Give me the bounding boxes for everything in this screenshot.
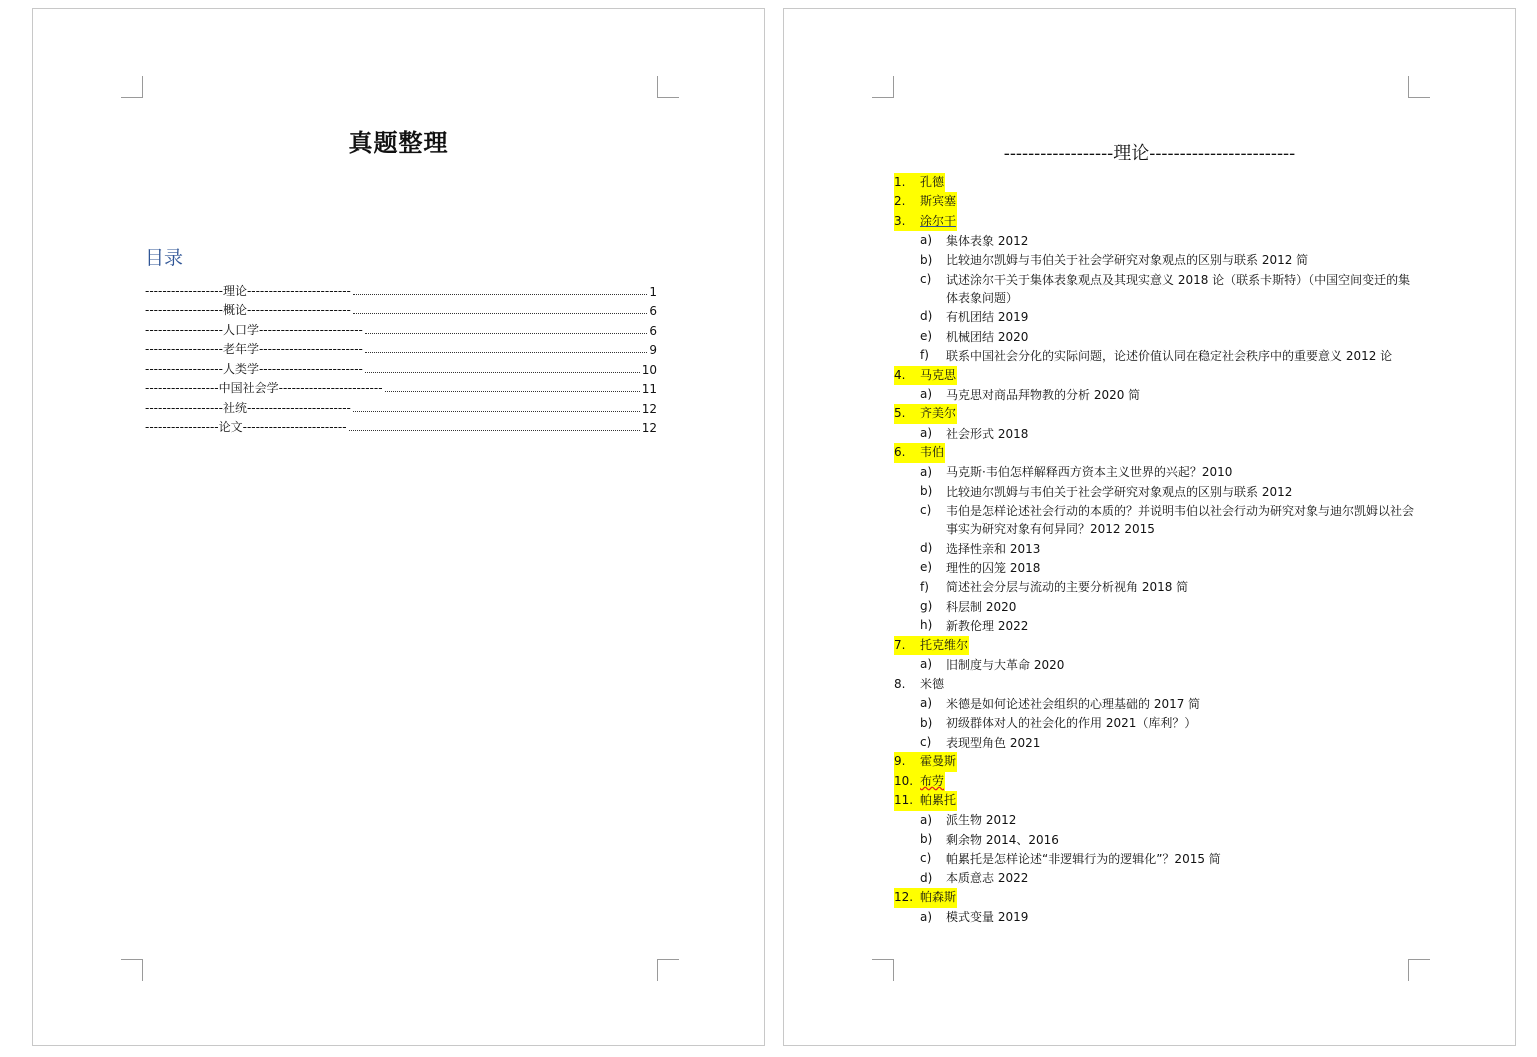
sub-item [920, 578, 1414, 597]
sub-item-letter: a) [920, 657, 933, 672]
theorist-list [894, 173, 1414, 927]
theorist-heading [894, 772, 945, 791]
theorist-name: 米德 [920, 676, 945, 691]
list-item [894, 888, 1414, 927]
sub-item-letter: a) [920, 425, 933, 440]
list-item [894, 404, 1414, 443]
toc-entry-page: 6 [649, 304, 657, 318]
list-item [894, 675, 1414, 753]
toc-entry-label: ------------------人类学------------------------ [145, 361, 363, 376]
sub-list [894, 463, 1414, 636]
sub-item-text: 马克思对商品拜物教的分析 2020 简 [946, 387, 1141, 402]
margin-corner-mark [121, 959, 143, 981]
sub-item [920, 463, 1414, 482]
theorist-heading [894, 366, 957, 385]
sub-item-letter: e) [920, 328, 933, 343]
list-number: 4. [894, 367, 906, 382]
sub-item-letter: f) [920, 579, 929, 594]
sub-item-text: 选择性亲和 2013 [946, 541, 1041, 556]
sub-item [920, 231, 1414, 250]
sub-item-letter: b) [920, 715, 933, 730]
sub-item-letter: d) [920, 870, 933, 885]
sub-item-letter: b) [920, 252, 933, 267]
sub-item [920, 539, 1414, 558]
margin-corner-mark [872, 76, 894, 98]
list-number: 10. [894, 773, 914, 788]
list-number: 5. [894, 406, 906, 421]
document-page-1 [32, 8, 765, 1046]
sub-item-letter: c) [920, 503, 932, 518]
sub-item [920, 307, 1414, 326]
theorist-name: 霍曼斯 [920, 754, 957, 769]
toc-dot-leader [385, 391, 640, 392]
sub-item [920, 616, 1414, 635]
margin-corner-mark [657, 959, 679, 981]
toc-entry[interactable] [145, 416, 657, 436]
toc-entry-page: 1 [649, 284, 657, 299]
margin-corner-mark [872, 959, 894, 981]
sub-item-text: 旧制度与大革命 2020 [946, 657, 1065, 672]
sub-list [894, 811, 1414, 889]
sub-item-text: 集体表象 2012 [946, 233, 1029, 248]
list-item [894, 212, 1414, 366]
sub-list [894, 655, 1414, 674]
list-number: 8. [894, 676, 906, 691]
sub-list [894, 424, 1414, 443]
toc-dot-leader [365, 333, 647, 334]
theorist-name: 帕森斯 [920, 890, 957, 905]
toc-entry-label: ------------------社统------------------------ [145, 400, 351, 415]
sub-item-text: 简述社会分层与流动的主要分析视角 2018 简 [946, 580, 1189, 595]
theorist-name: 马克思 [920, 367, 957, 382]
toc-entry-label: ------------------老年学------------------------ [145, 342, 363, 356]
theorist-heading [894, 443, 945, 462]
theorist-name: 韦伯 [920, 445, 945, 460]
toc-dot-leader [349, 430, 640, 431]
sub-list [894, 694, 1414, 752]
sub-item-text: 有机团结 2019 [946, 310, 1029, 325]
sub-item [920, 714, 1414, 733]
toc-entry[interactable] [145, 338, 657, 358]
sub-item [920, 597, 1414, 616]
list-number: 3. [894, 213, 906, 228]
toc-entry-label: -----------------中国社会学------------------------ [145, 381, 383, 395]
sub-item-letter: d) [920, 540, 933, 555]
theorist-name: 斯宾塞 [920, 194, 957, 209]
toc-entry-page: 9 [649, 343, 657, 357]
sub-item-text: 理性的囚笼 2018 [946, 560, 1041, 575]
toc-entry[interactable] [145, 279, 657, 299]
sub-item [920, 733, 1414, 752]
margin-corner-mark [1408, 959, 1430, 981]
theorist-heading [894, 212, 957, 231]
sub-item [920, 327, 1414, 346]
margin-corner-mark [657, 76, 679, 98]
toc-entry-label: -----------------论文------------------------ [145, 420, 347, 434]
sub-item [920, 501, 1414, 538]
list-item [894, 366, 1414, 405]
toc-dot-leader [365, 372, 640, 373]
toc-dot-leader [353, 294, 647, 295]
toc-entry[interactable] [145, 318, 657, 338]
theorist-heading [894, 675, 1414, 694]
sub-item-letter: c) [920, 851, 932, 866]
list-item [894, 772, 1414, 791]
sub-item-text: 社会形式 2018 [946, 426, 1029, 441]
sub-item-letter: c) [920, 734, 932, 749]
sub-item-text: 韦伯是怎样论述社会行动的本质的？并说明韦伯以社会行动为研究对象与迪尔凯姆以社会事实为研究对象有何异同？2012 2015 [946, 504, 1415, 537]
document-title: 真题整理 [348, 129, 449, 157]
sub-item [920, 558, 1414, 577]
sub-item-text: 机械团结 2020 [946, 329, 1029, 344]
list-item [894, 192, 1414, 211]
sub-item [920, 694, 1414, 713]
list-item [894, 443, 1414, 636]
list-number: 6. [894, 445, 906, 460]
theorist-name: 帕累托 [920, 793, 957, 808]
toc-dot-leader [365, 352, 647, 353]
sub-item [920, 424, 1414, 443]
sub-item [920, 811, 1414, 830]
theorist-heading [894, 888, 957, 907]
list-item [894, 752, 1414, 771]
theorist-heading [894, 791, 957, 810]
margin-corner-mark [121, 76, 143, 98]
theorist-heading [894, 636, 969, 655]
sub-item-text: 帕累托是怎样论述“非逻辑行为的逻辑化”？2015 简 [946, 852, 1221, 867]
theorist-name: 托克维尔 [920, 637, 969, 652]
toc-entry-label: ------------------理论------------------------ [145, 283, 351, 298]
toc-entry-page: 11 [641, 382, 657, 396]
sub-item-letter: e) [920, 560, 933, 575]
sub-item-letter: h) [920, 618, 933, 633]
sub-item-letter: a) [920, 387, 933, 402]
sub-item-letter: a) [920, 696, 933, 711]
sub-item-letter: a) [920, 812, 933, 827]
section-title: ------------------理论------------------------ [1003, 143, 1296, 164]
sub-item-text: 初级群体对人的社会化的作用 2021（库利？） [946, 716, 1197, 731]
list-item [894, 636, 1414, 675]
list-number: 12. [894, 890, 914, 905]
theorist-name: 齐美尔 [920, 406, 957, 421]
theorist-name: 孔德 [920, 175, 945, 189]
theorist-name: 布劳 [920, 773, 945, 788]
sub-item [920, 346, 1414, 365]
sub-item [920, 655, 1414, 674]
sub-item-letter: a) [920, 909, 933, 924]
sub-item-text: 比较迪尔凯姆与韦伯关于社会学研究对象观点的区别与联系 2012 [946, 484, 1293, 499]
sub-item [920, 830, 1414, 849]
sub-item-text: 模式变量 2019 [946, 910, 1029, 925]
sub-item [920, 849, 1414, 868]
toc-entry[interactable] [145, 377, 657, 397]
toc-entry-page: 12 [641, 401, 657, 416]
margin-corner-mark [1408, 76, 1430, 98]
sub-item-text: 派生物 2012 [946, 813, 1017, 828]
toc-heading: 目录 [145, 247, 184, 269]
sub-item-text: 试述涂尔干关于集体表象观点及其现实意义 2018 论（联系卡斯特）（中国空间变迁的集体表象问题） [946, 272, 1411, 305]
sub-item-text: 新教伦理 2022 [946, 619, 1029, 634]
toc-entry-page: 6 [649, 323, 657, 338]
sub-item-letter: a) [920, 233, 933, 248]
toc-entry[interactable] [145, 396, 657, 416]
list-number: 11. [894, 793, 914, 808]
list-number: 9. [894, 754, 906, 769]
sub-list [894, 231, 1414, 365]
sub-item-text: 本质意志 2022 [946, 871, 1029, 886]
sub-item-letter: a) [920, 464, 933, 479]
list-number: 2. [894, 194, 906, 209]
list-number: 1. [894, 175, 906, 189]
toc-dot-leader [353, 313, 647, 314]
document-page-2 [783, 8, 1516, 1046]
theorist-heading [894, 192, 957, 211]
sub-item [920, 908, 1414, 927]
sub-item-text: 马克斯·韦伯怎样解释西方资本主义世界的兴起？2010 [946, 465, 1233, 480]
theorist-heading [894, 173, 945, 192]
sub-item-letter: c) [920, 272, 932, 287]
sub-item [920, 869, 1414, 888]
toc-entry-label: ------------------人口学------------------------ [145, 322, 363, 337]
sub-item [920, 482, 1414, 501]
toc-dot-leader [353, 411, 640, 412]
toc-entry[interactable] [145, 299, 657, 319]
toc-entry[interactable] [145, 357, 657, 377]
list-item [894, 791, 1414, 888]
sub-item-text: 联系中国社会分化的实际问题，论述价值认同在稳定社会秩序中的重要意义 2012 论 [946, 348, 1393, 363]
theorist-heading [894, 752, 957, 771]
sub-item-letter: d) [920, 309, 933, 324]
sub-item-text: 米德是如何论述社会组织的心理基础的 2017 简 [946, 696, 1201, 711]
sub-item-letter: b) [920, 484, 933, 499]
theorist-heading [894, 404, 957, 423]
sub-item-letter: b) [920, 831, 933, 846]
list-item [894, 173, 1414, 192]
sub-item [920, 385, 1414, 404]
sub-item-text: 表现型角色 2021 [946, 735, 1041, 750]
sub-item-text: 剩余物 2014、2016 [946, 832, 1059, 847]
sub-item-letter: f) [920, 348, 929, 363]
theorist-name: 涂尔干 [920, 213, 957, 228]
sub-item [920, 251, 1414, 270]
toc-entry-page: 12 [641, 421, 657, 435]
table-of-contents [145, 279, 657, 435]
list-number: 7. [894, 637, 906, 652]
toc-entry-page: 10 [641, 362, 657, 377]
sub-list [894, 908, 1414, 927]
sub-item-text: 科层制 2020 [946, 599, 1017, 614]
sub-item [920, 270, 1414, 307]
sub-list [894, 385, 1414, 404]
sub-item-letter: g) [920, 599, 933, 614]
toc-entry-label: ------------------概论------------------------ [145, 303, 351, 317]
sub-item-text: 比较迪尔凯姆与韦伯关于社会学研究对象观点的区别与联系 2012 简 [946, 253, 1309, 268]
